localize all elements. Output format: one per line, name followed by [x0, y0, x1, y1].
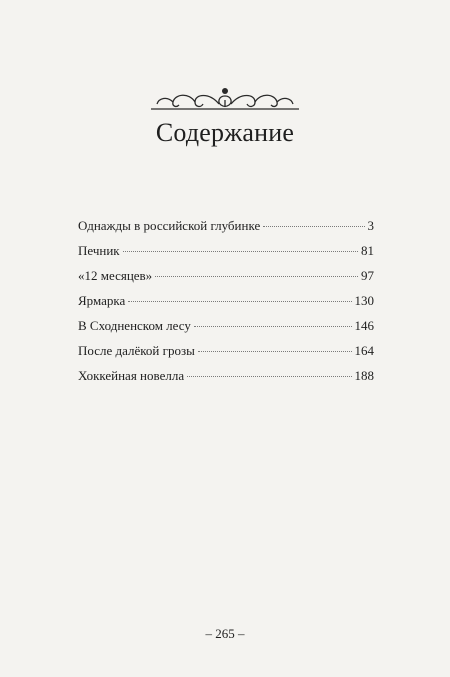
- page-title: Содержание: [155, 118, 295, 147]
- toc-entry-page: 188: [354, 368, 374, 383]
- toc-entry-title: «12 месяцев»: [78, 268, 153, 283]
- toc-entry-title: Ярмарка: [78, 293, 126, 308]
- leader-dots: [187, 376, 351, 377]
- toc-entry-page: 81: [361, 243, 374, 258]
- toc-entry[interactable]: [78, 368, 374, 393]
- toc-entry-title: Печник: [78, 243, 120, 258]
- toc-entry-title: Однажды в российской глубинке: [78, 218, 261, 233]
- toc-entry[interactable]: [78, 318, 374, 343]
- toc-entry-page: 130: [354, 293, 374, 308]
- toc-entry[interactable]: [78, 293, 374, 318]
- decorative-flourish-icon: [145, 82, 305, 116]
- leader-dots: [128, 301, 351, 302]
- page-number: – 265 –: [205, 626, 245, 641]
- toc-entry[interactable]: [78, 218, 374, 243]
- toc-entry[interactable]: [78, 243, 374, 268]
- toc-entry-page: 3: [367, 218, 374, 233]
- toc-entry-page: 164: [354, 343, 374, 358]
- leader-dots: [123, 251, 358, 252]
- toc-entry[interactable]: [78, 343, 374, 368]
- toc-entry-title: После далёкой грозы: [78, 343, 195, 358]
- leader-dots: [263, 226, 364, 227]
- toc-entry-page: 146: [354, 318, 374, 333]
- leader-dots: [155, 276, 358, 277]
- toc-entry-title: Хоккейная новелла: [78, 368, 185, 383]
- toc-entry-title: В Сходненском лесу: [78, 318, 191, 333]
- leader-dots: [198, 351, 352, 352]
- toc-entry[interactable]: [78, 268, 374, 293]
- table-of-contents: [78, 218, 374, 393]
- leader-dots: [194, 326, 352, 327]
- toc-entry-page: 97: [361, 268, 374, 283]
